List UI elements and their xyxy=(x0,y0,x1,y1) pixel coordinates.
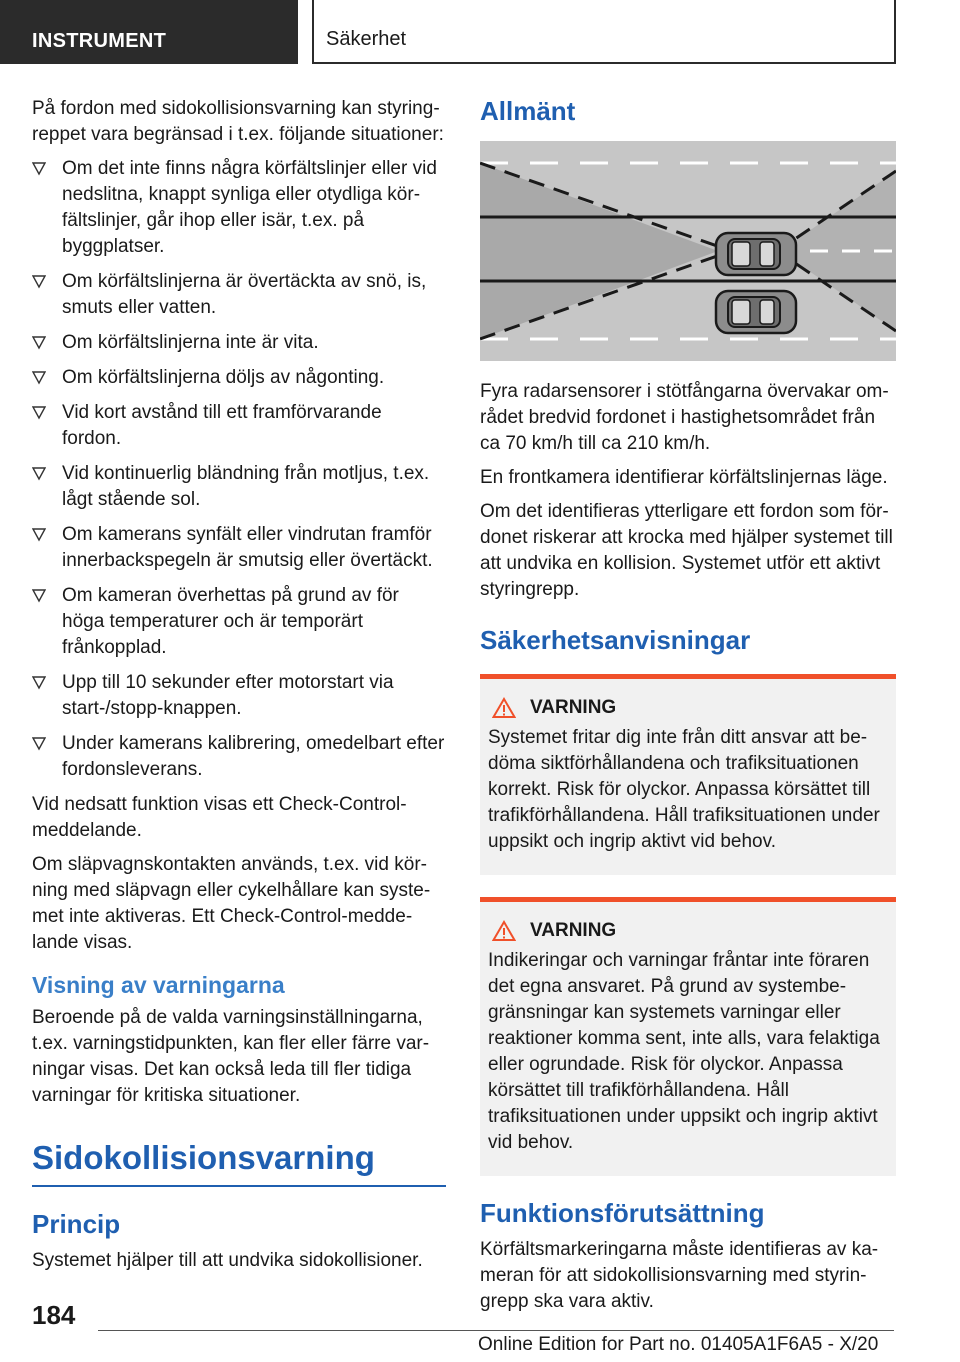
general-paragraph-3: Om det identifieras ytterligare ett fordon som fördonet riskerar att krocka med hjälper systemet till att undvika en kollision. Systemet utför ett aktivt styringrepp. xyxy=(480,501,893,600)
warning-text: Systemet fritar dig inte från ditt ansvar att bedöma siktförhållandena och trafiksituationen korrekt. Risk för olyckor. Anpassa körsättet till trafikförhållandena. Håll trafiksituationen under uppsikt och ingrip aktivt vid behov. xyxy=(488,727,880,852)
header-chapter-label: Säkerhet xyxy=(326,28,407,50)
check-control-paragraph: Vid nedsatt funktion visas ett Check-Control-meddelande. xyxy=(32,794,407,841)
principle-paragraph: Systemet hjälper till att undvika sidokollisioner. xyxy=(32,1250,423,1271)
page-number: 184 xyxy=(32,1300,76,1330)
triangle-bullet-icon xyxy=(32,336,46,350)
triangle-bullet-icon xyxy=(32,589,46,603)
header-section-label: INSTRUMENT xyxy=(32,30,167,52)
warning-triangle-icon xyxy=(492,920,516,942)
function-heading: Funktionsförutsättning xyxy=(480,1198,765,1228)
warning-display-paragraph: Beroende på de valda varningsinställningarna, t.ex. varningstidpunkten, kan fler eller färre varningar visas. Det kan också leda till fler tidiga varningar för kritiska situationer. xyxy=(32,1007,430,1106)
list-item: Vid kort avstånd till ett framförvarande fordon. xyxy=(32,400,446,452)
general-paragraph-2: En frontkamera identifierar körfältslinjernas läge. xyxy=(480,467,888,488)
road-diagram xyxy=(480,141,896,361)
list-item: Under kamerans kalibrering, omedelbart efter fordonsleverans. xyxy=(32,731,446,783)
right-column xyxy=(480,96,896,1323)
limitation-list xyxy=(32,156,446,783)
list-item: Om kamerans synfält eller vindrutan framför innerbackspegeln är smutsig eller övertäckt. xyxy=(32,522,446,574)
header-section-tab xyxy=(0,0,298,64)
triangle-bullet-icon xyxy=(32,406,46,420)
warning-triangle-icon xyxy=(492,697,516,719)
triangle-bullet-icon xyxy=(32,528,46,542)
list-item: Vid kontinuerlig bländning från motljus, t.ex. lågt stående sol. xyxy=(32,461,446,513)
list-item: Om kameran överhettas på grund av för höga temperaturer och är temporärt frånkopplad. xyxy=(32,583,446,661)
triangle-bullet-icon xyxy=(32,275,46,289)
side-collision-illustration xyxy=(480,141,896,361)
list-item: Om körfältslinjerna inte är vita. xyxy=(32,330,446,356)
footer-divider xyxy=(98,1330,894,1331)
warning-text: Indikeringar och varningar fråntar inte föraren det egna ansvaret. På grund av systembegränsningar kan systemets varningar eller reaktioner komma sent, inte alls, vara felaktiga eller ogrundade. Risk för olyckor. Anpassa körsättet till trafikförhållandena. Håll trafiksituationen under uppsikt och ingrip aktivt vid behov. xyxy=(488,950,880,1153)
list-item: Om körfältslinjerna döljs av någonting. xyxy=(32,365,446,391)
intro-paragraph: På fordon med sidokollisionsvarning kan styringreppet vara begränsad i t.ex. följande situationer: xyxy=(32,98,444,145)
triangle-bullet-icon xyxy=(32,676,46,690)
general-paragraph-1: Fyra radarsensorer i stötfångarna övervakar området bredvid fordonet i hastighetsområdet från ca 70 km/h till ca 210 km/h. xyxy=(480,381,889,454)
warning-label: VARNING xyxy=(530,920,617,941)
list-item: Upp till 10 sekunder efter motorstart via start-/stopp-knappen. xyxy=(32,670,446,722)
triangle-bullet-icon xyxy=(32,467,46,481)
car-upper xyxy=(716,233,796,275)
list-item: Om körfältslinjerna är övertäckta av snö, is, smuts eller vatten. xyxy=(32,269,446,321)
trailer-paragraph: Om släpvagnskontakten används, t.ex. vid körning med släpvagn eller cykelhållare kan systemet inte aktiveras. Ett Check-Control-meddelande visas. xyxy=(32,854,431,953)
safety-heading: Säkerhetsanvisningar xyxy=(480,625,751,655)
header-chapter-tab xyxy=(312,0,896,64)
warning-box xyxy=(480,674,896,875)
triangle-bullet-icon xyxy=(32,162,46,176)
warning-display-heading: Visning av varningarna xyxy=(32,972,285,998)
principle-heading: Princip xyxy=(32,1209,121,1239)
footer-edition: Online Edition for Part no. 01405A1F6A5 - X/20 xyxy=(478,1334,879,1355)
list-item: Om det inte finns några körfältslinjer eller vid nedslitna, knappt synliga eller otydliga körfältslinjer, går ihop eller isär, t.ex. på byggplatser. xyxy=(32,156,446,260)
warning-box xyxy=(480,897,896,1176)
triangle-bullet-icon xyxy=(32,737,46,751)
function-paragraph: Körfältsmarkeringarna måste identifieras av kameran för att sidokollisionsvarning med styringrepp ska vara aktiv. xyxy=(480,1239,879,1312)
car-lower xyxy=(716,291,796,333)
warning-label: VARNING xyxy=(530,697,617,718)
triangle-bullet-icon xyxy=(32,371,46,385)
general-heading: Allmänt xyxy=(480,96,576,126)
left-column xyxy=(32,96,446,1282)
main-heading: Sidokollisionsvarning xyxy=(32,1139,446,1187)
